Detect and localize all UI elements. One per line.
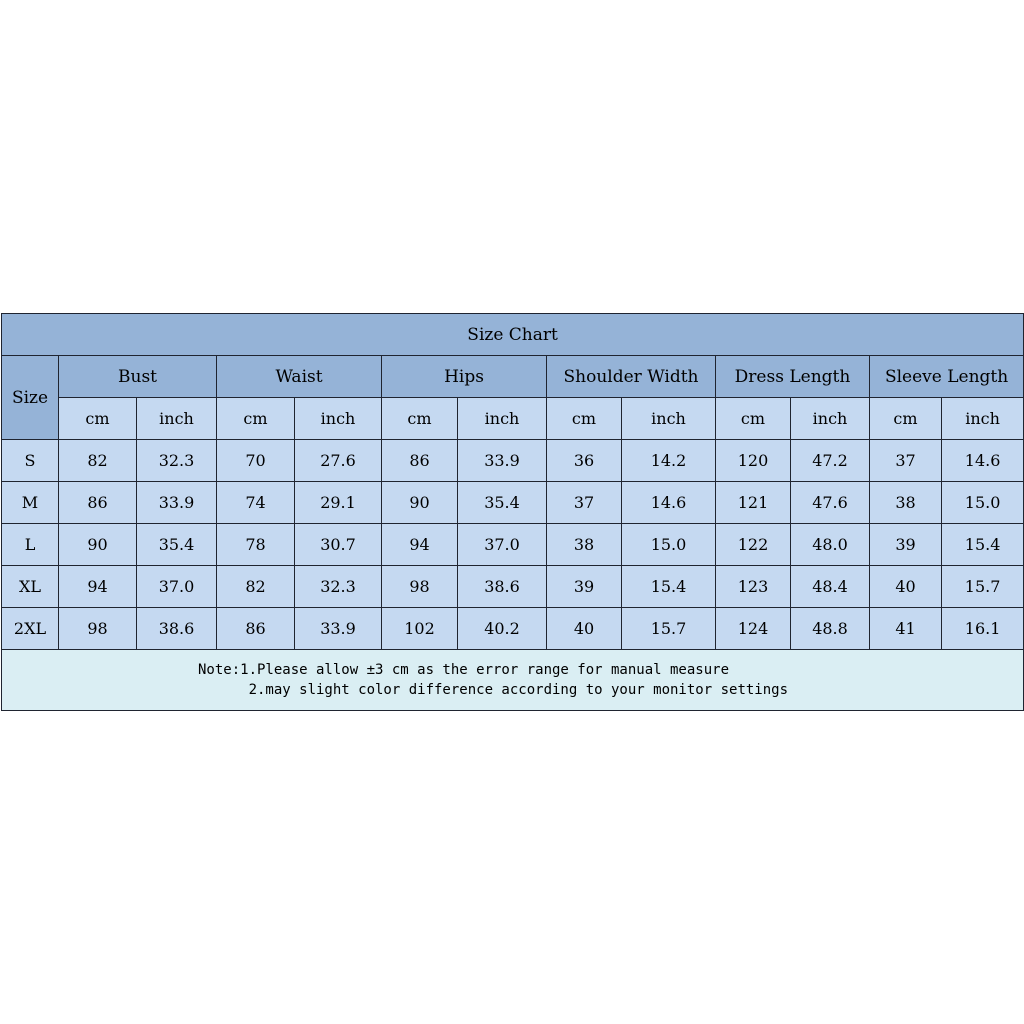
- measurement-cell: 15.7: [622, 608, 716, 650]
- measurement-cell: 36: [547, 440, 622, 482]
- measurement-cell: 90: [382, 482, 458, 524]
- group-header-waist: Waist: [217, 356, 382, 398]
- group-header-sleeve-length: Sleeve Length: [870, 356, 1024, 398]
- size-label: XL: [2, 566, 59, 608]
- measurement-cell: 120: [716, 440, 791, 482]
- measurement-cell: 124: [716, 608, 791, 650]
- note-line-1: Note:1.Please allow ±3 cm as the error range for manual measure: [198, 662, 730, 678]
- measurement-cell: 98: [59, 608, 137, 650]
- size-label: L: [2, 524, 59, 566]
- measurement-cell: 78: [217, 524, 295, 566]
- size-chart-table: [1, 313, 1024, 711]
- measurement-cell: 98: [382, 566, 458, 608]
- measurement-cell: 37.0: [137, 566, 217, 608]
- chart-title: Size Chart: [2, 314, 1024, 356]
- unit-header-inch: inch: [295, 398, 382, 440]
- measurement-cell: 35.4: [458, 482, 547, 524]
- measurement-cell: 47.6: [791, 482, 870, 524]
- unit-header-inch: inch: [458, 398, 547, 440]
- measurement-cell: 15.0: [622, 524, 716, 566]
- measurement-cell: 121: [716, 482, 791, 524]
- unit-header-cm: cm: [547, 398, 622, 440]
- measurement-cell: 82: [217, 566, 295, 608]
- measurement-cell: 38: [870, 482, 942, 524]
- table-row: [2, 608, 1024, 650]
- measurement-cell: 82: [59, 440, 137, 482]
- unit-header-inch: inch: [942, 398, 1024, 440]
- measurement-cell: 33.9: [137, 482, 217, 524]
- table-row: [2, 524, 1024, 566]
- unit-header-inch: inch: [791, 398, 870, 440]
- measurement-cell: 15.7: [942, 566, 1024, 608]
- measurement-cell: 39: [547, 566, 622, 608]
- measurement-cell: 122: [716, 524, 791, 566]
- measurement-cell: 39: [870, 524, 942, 566]
- measurement-cell: 27.6: [295, 440, 382, 482]
- unit-header-cm: cm: [59, 398, 137, 440]
- measurement-cell: 123: [716, 566, 791, 608]
- unit-header-cm: cm: [716, 398, 791, 440]
- measurement-cell: 14.2: [622, 440, 716, 482]
- measurement-cell: 32.3: [295, 566, 382, 608]
- measurement-cell: 86: [382, 440, 458, 482]
- measurement-cell: 41: [870, 608, 942, 650]
- measurement-cell: 48.8: [791, 608, 870, 650]
- unit-header-inch: inch: [137, 398, 217, 440]
- unit-header-cm: cm: [870, 398, 942, 440]
- size-label: S: [2, 440, 59, 482]
- note-section: [2, 650, 1024, 711]
- measurement-cell: 102: [382, 608, 458, 650]
- measurement-cell: 33.9: [458, 440, 547, 482]
- table-row: [2, 440, 1024, 482]
- measurement-cell: 14.6: [622, 482, 716, 524]
- measurement-cell: 37.0: [458, 524, 547, 566]
- measurement-cell: 86: [217, 608, 295, 650]
- measurement-cell: 38.6: [458, 566, 547, 608]
- measurement-cell: 29.1: [295, 482, 382, 524]
- measurement-cell: 74: [217, 482, 295, 524]
- measurement-cell: 35.4: [137, 524, 217, 566]
- size-label: 2XL: [2, 608, 59, 650]
- group-header-shoulder-width: Shoulder Width: [547, 356, 716, 398]
- table-row: [2, 566, 1024, 608]
- unit-header-inch: inch: [622, 398, 716, 440]
- measurement-cell: 47.2: [791, 440, 870, 482]
- measurement-cell: 37: [547, 482, 622, 524]
- measurement-cell: 32.3: [137, 440, 217, 482]
- measurement-cell: 40.2: [458, 608, 547, 650]
- measurement-cell: 94: [382, 524, 458, 566]
- measurement-cell: 40: [547, 608, 622, 650]
- measurement-cell: 90: [59, 524, 137, 566]
- measurement-cell: 38: [547, 524, 622, 566]
- measurement-cell: 14.6: [942, 440, 1024, 482]
- measurement-cell: 15.4: [942, 524, 1024, 566]
- unit-header-cm: cm: [382, 398, 458, 440]
- measurement-cell: 48.4: [791, 566, 870, 608]
- measurement-cell: 94: [59, 566, 137, 608]
- note-line-2: 2.may slight color difference according to your monitor settings: [198, 682, 789, 698]
- measurement-cell: 30.7: [295, 524, 382, 566]
- measurement-cell: 15.4: [622, 566, 716, 608]
- group-header-bust: Bust: [59, 356, 217, 398]
- measurement-cell: 48.0: [791, 524, 870, 566]
- measurement-cell: 37: [870, 440, 942, 482]
- size-label: M: [2, 482, 59, 524]
- group-header-hips: Hips: [382, 356, 547, 398]
- group-header-dress-length: Dress Length: [716, 356, 870, 398]
- measurement-cell: 16.1: [942, 608, 1024, 650]
- size-column-header: Size: [2, 356, 59, 440]
- measurement-cell: 70: [217, 440, 295, 482]
- measurement-cell: 40: [870, 566, 942, 608]
- measurement-cell: 15.0: [942, 482, 1024, 524]
- measurement-cell: 33.9: [295, 608, 382, 650]
- measurement-cell: 38.6: [137, 608, 217, 650]
- unit-header-cm: cm: [217, 398, 295, 440]
- measurement-cell: 86: [59, 482, 137, 524]
- table-row: [2, 482, 1024, 524]
